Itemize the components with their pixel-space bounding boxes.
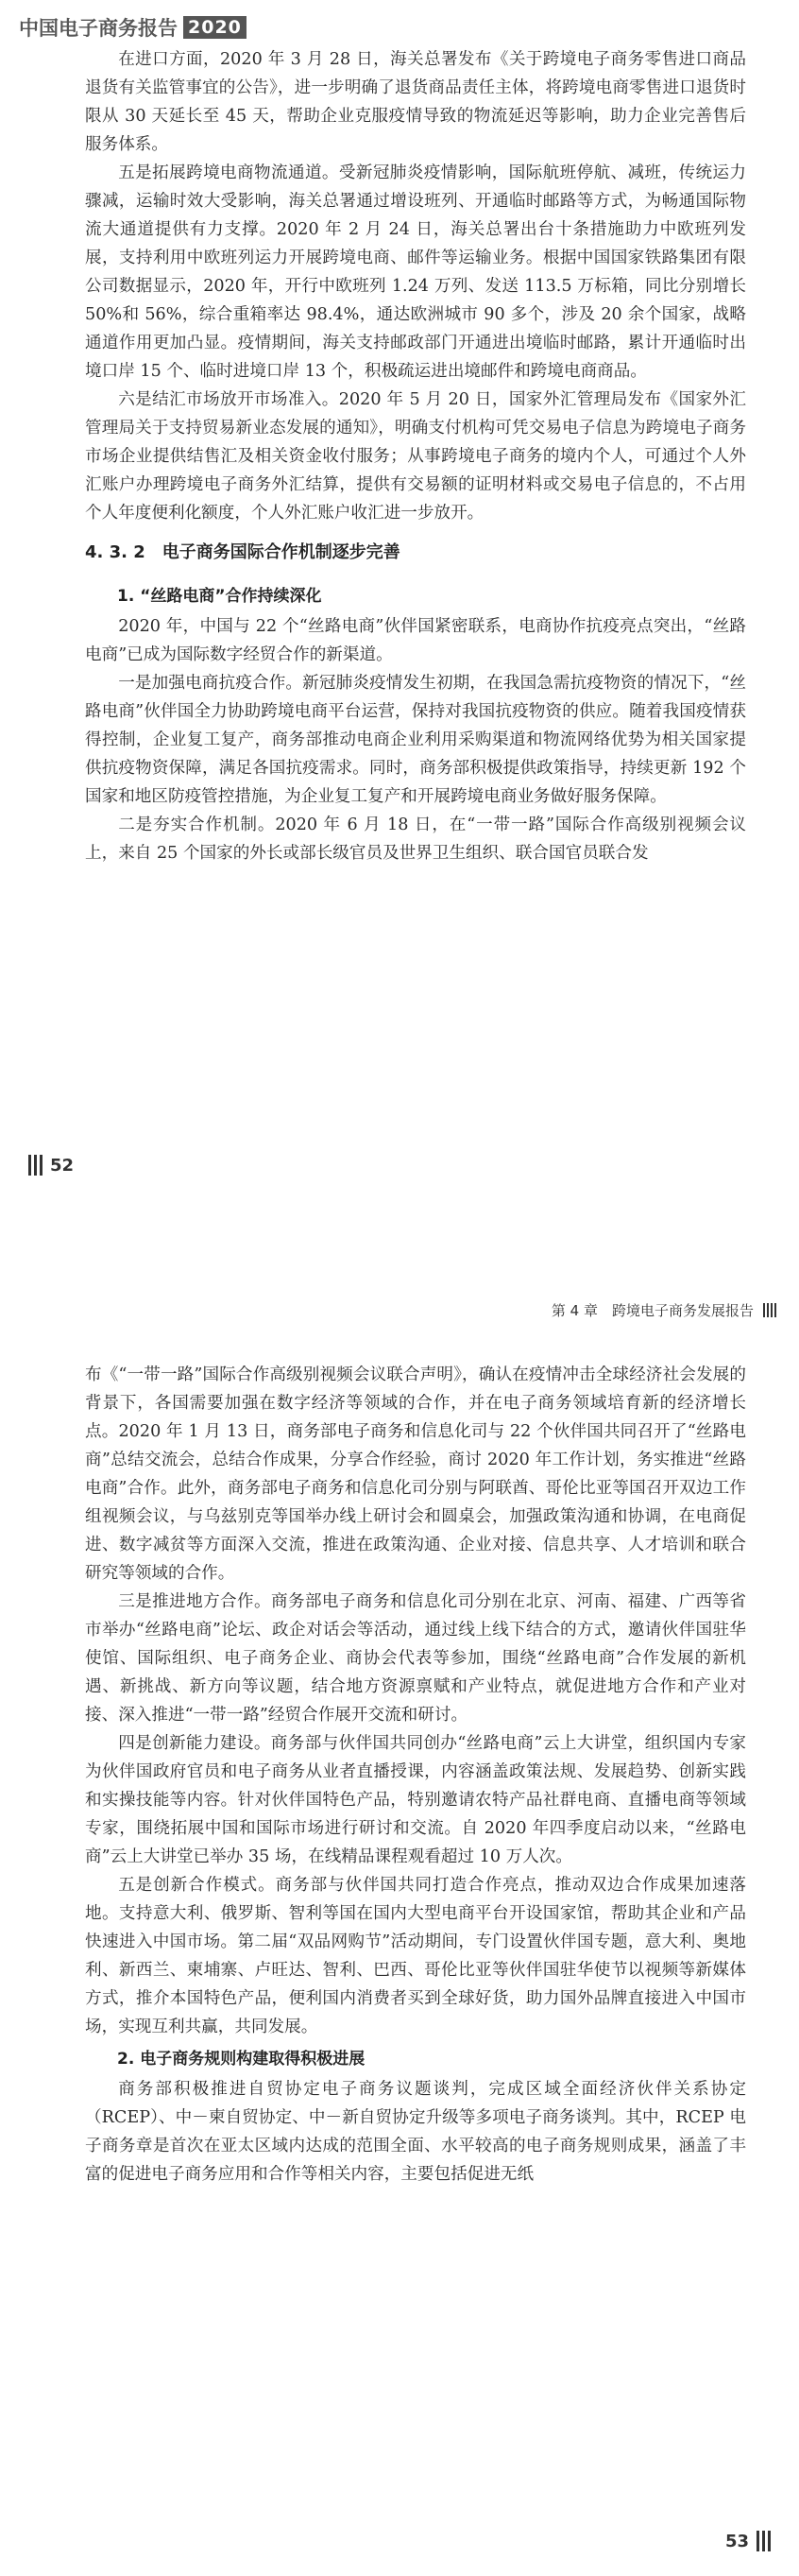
page-number-value: 52 — [50, 1155, 75, 1176]
page-number-value: 53 — [724, 2531, 749, 2551]
paragraph: 六是结汇市场放开市场准入。2020 年 5 月 20 日，国家外汇管理局发布《国家外汇管理局关于支持贸易新业态发展的通知》，明确支付机构可凭交易电子信息为跨境电子商务市场企业提供结售汇及相关资金收付服务；从事跨境电子商务的境内个人，可通过个人外汇账户办理跨境电子商务外汇结算，提供有交易额的证明材料或交易电子信息的，不占用个人年度便利化额度，个人外汇账户收汇进一步放开。 — [85, 390, 746, 523]
chapter-header — [552, 1300, 776, 1320]
page-number-bars — [28, 1155, 42, 1176]
page-number-bars — [756, 2531, 771, 2551]
page2-body — [85, 1361, 746, 2189]
paragraph: 五是创新合作模式。商务部与伙伴国共同打造合作亮点，推动双边合作成果加速落地。支持意大利、俄罗斯、智利等国在国内大型电商平台开设国家馆，帮助其企业和产品快速进入中国市场。第二届“双品网购节”活动期间，专门设置伙伴国专题，意大利、奥地利、新西兰、柬埔寨、卢旺达、智利、巴西、哥伦比亚等伙伴国驻华使节以视频等新媒体方式，推介本国特色产品，便利国内消费者买到全球好货，助力国外品牌直接进入中国市场，实现互利共赢，共同发展。 — [85, 1876, 746, 2036]
paragraph: 一是加强电商抗疫合作。新冠肺炎疫情发生初期，在我国急需抗疫物资的情况下，“丝路电商”伙伴国全力协助跨境电商平台运营，保持对我国抗疫物资的供应。随着我国疫情获得控制，企业复工复产，商务部推动电商企业利用采购渠道和物流网络优势为相关国家提供抗疫物资保障，满足各国抗疫需求。同时，商务部积极提供政策指导，持续更新 192 个国家和地区防疫管控措施，为企业复工复产和开展跨境电商业务做好服务保障。 — [85, 674, 746, 806]
report-title: 中国电子商务报告 — [19, 17, 178, 40]
chapter-header-bars — [763, 1303, 776, 1317]
paragraph: 布《“一带一路”国际合作高级别视频会议联合声明》，确认在疫情冲击全球经济社会发展的背景下，各国需要加强在数字经济等领域的合作，并在电子商务领域培育新的经济增长点。2020 年 1 月 13 日，商务部电子商务和信息化司与 22 个伙伴国共同召开了“丝路电商”总结交流会，总结合作成果，分享合作经验，商讨 2020 年工作计划，务实推进“丝路电商”合作。此外，商务部电子商务和信息化司分别与阿联酋、哥伦比亚等国召开双边工作组视频会议，与乌兹别克等国举办线上研讨会和圆桌会，加强政策沟通和协调，在电商促进、数字减贫等方面深入交流，推进在政策沟通、企业对接、信息共享、人才培训和联合研究等领域的合作。 — [85, 1365, 746, 1583]
paragraph: 商务部积极推进自贸协定电子商务议题谈判，完成区域全面经济伙伴关系协定（RCEP）、中－柬自贸协定、中－新自贸协定升级等多项电子商务谈判。其中，RCEP 电子商务章是首次在亚太区域内达成的范围全面、水平较高的电子商务规则成果，涵盖了丰富的促进电子商务应用和合作等相关内容，主要包括促进无纸 — [85, 2080, 746, 2184]
paragraph: 四是创新能力建设。商务部与伙伴国共同创办“丝路电商”云上大讲堂，组织国内专家为伙伴国政府官员和电子商务从业者直播授课，内容涵盖政策法规、发展趋势、创新实践和实操技能等内容。针对伙伴国特色产品，特别邀请农特产品社群电商、直播电商等领域专家，围绕拓展中国和国际市场进行研讨和交流。自 2020 年四季度启动以来，“丝路电商”云上大讲堂已举办 35 场，在线精品课程观看超过 10 万人次。 — [85, 1734, 746, 1866]
chapter-title: 第 4 章 跨境电子商务发展报告 — [551, 1302, 754, 1319]
paragraph: 2020 年，中国与 22 个“丝路电商”伙伴国紧密联系，电商协作抗疫亮点突出，“丝路电商”已成为国际数字经贸合作的新渠道。 — [85, 617, 746, 664]
paragraph: 二是夯实合作机制。2020 年 6 月 18 日，在“一带一路”国际合作高级别视频会议上，来自 25 个国家的外长或部长级官员及世界卫生组织、联合国官员联合发 — [85, 816, 746, 863]
report-year: 2020 — [183, 16, 246, 39]
page-52 — [0, 0, 799, 1287]
page-number — [28, 1155, 74, 1176]
page1-body — [85, 45, 746, 867]
sub-heading: 2. 电子商务规则构建取得积极进展 — [117, 2050, 366, 2069]
section-heading: 4. 3. 2 电子商务国际合作机制逐步完善 — [85, 542, 400, 562]
sub-heading: 1. “丝路电商”合作持续深化 — [117, 587, 322, 606]
page-number — [725, 2531, 771, 2551]
paragraph: 在进口方面，2020 年 3 月 28 日，海关总署发布《关于跨境电子商务零售进口商品退货有关监管事宜的公告》，进一步明确了退货商品责任主体，将跨境电商零售进口退货时限从 30 天延长至 45 天，帮助企业克服疫情导致的物流延迟等影响，助力企业完善售后服务体系。 — [85, 50, 746, 154]
page-53 — [0, 1287, 799, 2576]
paragraph: 五是拓展跨境电商物流通道。受新冠肺炎疫情影响，国际航班停航、减班，传统运力骤减，运输时效大受影响，海关总署通过增设班列、开通临时邮路等方式，为畅通国际物流大通道提供有力支撑。2020 年 2 月 24 日，海关总署出台十条措施助力中欧班列发展，支持利用中欧班列运力开展跨境电商、邮件等运输业务。根据中国国家铁路集团有限公司数据显示，2020 年，开行中欧班列 1.24 万列、发送 113.5 万标箱，同比分别增长 50%和 56%，综合重箱率达 98.4%，通达欧洲城市 90 多个，涉及 20 余个国家，战略通道作用更加凸显。疫情期间，海关支持邮政部门开通进出境临时邮路，累计开通临时出境口岸 15 个、临时进境口岸 13 个，积极疏运进出境邮件和跨境电商商品。 — [85, 163, 746, 381]
paragraph: 三是推进地方合作。商务部电子商务和信息化司分别在北京、河南、福建、广西等省市举办“丝路电商”论坛、政企对话会等活动，通过线上线下结合的方式，邀请伙伴国驻华使馆、国际组织、电子商务企业、商协会代表等参加，围绕“丝路电商”合作发展的新机遇、新挑战、新方向等议题，结合地方资源禀赋和产业特点，就促进地方合作和产业对接、深入推进“一带一路”经贸合作展开交流和研讨。 — [85, 1592, 746, 1725]
report-header — [19, 13, 246, 42]
